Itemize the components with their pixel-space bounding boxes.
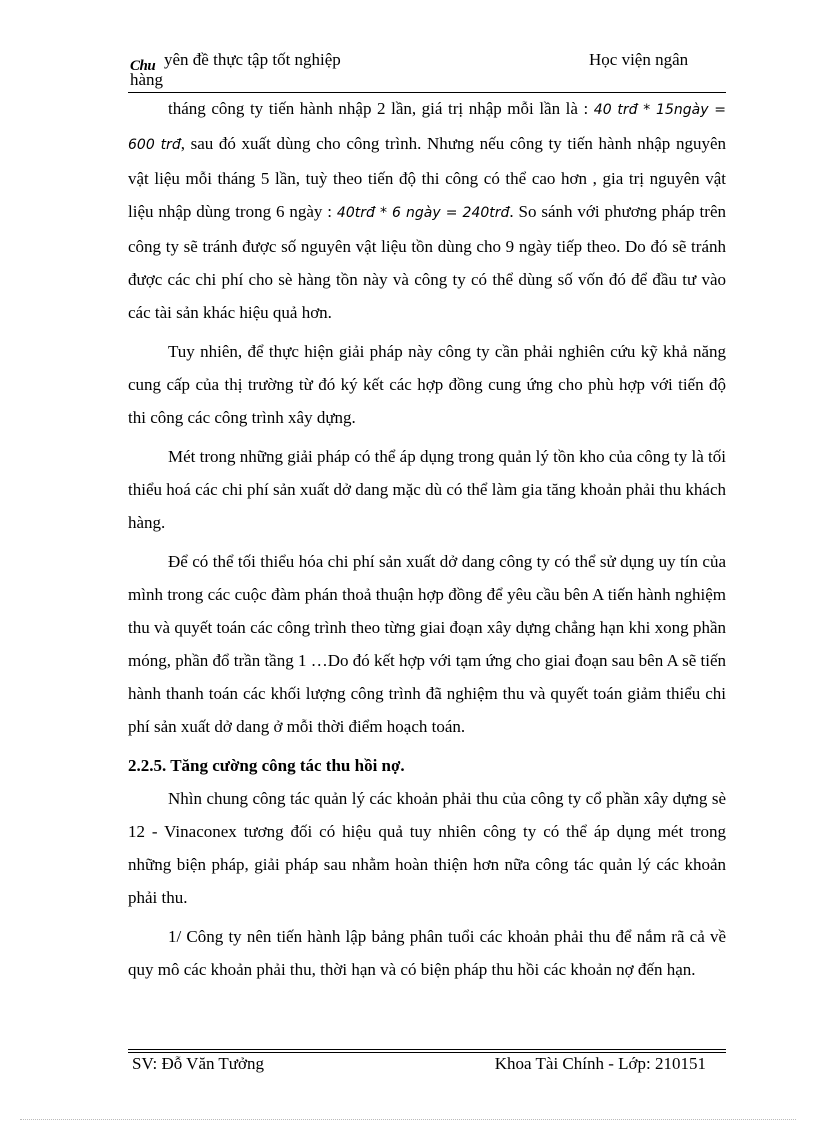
header-title-left-cont: hàng <box>130 70 164 89</box>
paragraph-5: Nhìn chung công tác quản lý các khoản phải thu của công ty cổ phần xây dựng sè 12 - Vinaconex tương đối có hiệu quả tuy nhiên công ty có thể áp dụng mét trong những biện pháp, giải pháp sau nhằm hoàn thiện hơn nữa công tác quản lý các khoản phải thu. <box>128 789 726 907</box>
header-title-left: yên đề thực tập tốt nghiệp <box>164 50 341 69</box>
paragraph-4: Để có thể tối thiểu hóa chi phí sản xuất dở dang công ty có thể sử dụng uy tín của mình trong các cuộc đàm phán thoả thuận hợp đồng để yêu cầu bên A tiến hành nghiệm thu và quyết toán các công trình theo từng giai đoạn xây dựng chẳng hạn khi xong phần móng, phần đổ trần tầng 1 …Do đó kết hợp với tạm ứng cho giai đoạn sau bên A sẽ tiến hành thanh toán các khối lượng công trình đã nghiệm thu và quyết toán giảm thiểu chi phí sản xuất dở dang ở mỗi thời điểm hoạch toán. <box>128 552 727 736</box>
formula-1: 40 trđ * 15ngày = 600 trđ <box>128 102 726 153</box>
header-title-right: Học viện ngân <box>589 50 689 69</box>
paragraph-1-text-a: tháng công ty tiến hành nhập 2 lần, giá trị nhập mỗi lần là : <box>168 99 594 118</box>
paragraph-2: Tuy nhiên, để thực hiện giải pháp này công ty cần phải nghiên cứu kỹ khả năng cung cấp của thị trường từ đó ký kết các hợp đồng cung ứng cho phù hợp với tiến độ thi công các công trình xây dựng. <box>128 342 726 427</box>
paragraph-1-text-b: , sau đó xuất dùng cho công trình. Nhưng nếu công ty tiến hành nhập nguyên vật liệu mỗi tháng 5 lần, tuỳ theo tiến độ thi công có thể cao hơn , gia trị nguyên vật liệu nhập dùng trong 6 ngày : <box>128 134 726 221</box>
page-edge-line <box>20 1119 796 1120</box>
paragraph-1 <box>128 92 726 329</box>
page-footer <box>128 1054 726 1078</box>
footer-student: SV: Đỗ Văn Tưởng <box>132 1054 265 1073</box>
document-body <box>128 92 726 992</box>
section-heading: 2.2.5. Tăng cường công tác thu hồi nợ. <box>128 756 405 775</box>
paragraph-1-text-c: . So sánh với phương pháp trên công ty sẽ tránh được số nguyên vật liệu tồn dùng cho 9 ngày tiếp theo. Do đó sẽ tránh được các chi phí cho sè hàng tồn này và công ty có thể dùng số vốn đó để đầu tư vào các tài sản khác hiệu quả hơn. <box>128 202 726 322</box>
page-header <box>128 50 728 94</box>
paragraph-3: Mét trong những giải pháp có thể áp dụng trong quản lý tồn kho của công ty là tối thiểu hoá các chi phí sản xuất dở dang mặc dù có thể làm gia tăng khoản phải thu khách hàng. <box>128 447 726 532</box>
footer-divider-top <box>128 1049 726 1050</box>
header-logo: Chu <box>130 58 156 74</box>
formula-2: 40trđ * 6 ngày = 240trđ <box>336 205 510 221</box>
paragraph-6: 1/ Công ty nên tiến hành lập bảng phân tuổi các khoản phải thu để nắm rã cả về quy mô các khoản phải thu, thời hạn và có biện pháp thu hồi các khoản nợ đến hạn. <box>128 927 726 979</box>
footer-faculty: Khoa Tài Chính - Lớp: 210151 <box>494 1054 706 1073</box>
footer-divider-bottom <box>128 1052 726 1053</box>
